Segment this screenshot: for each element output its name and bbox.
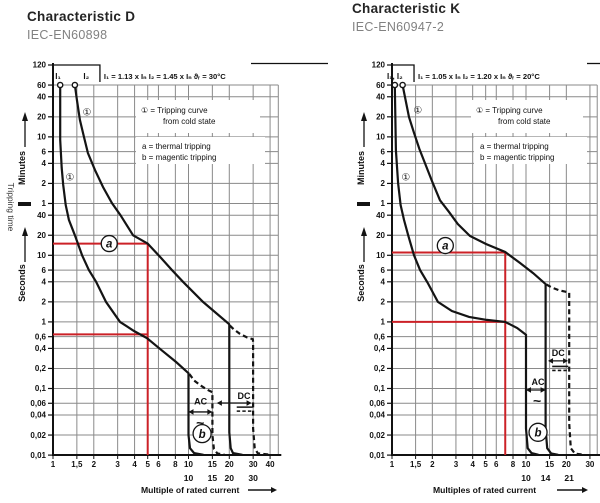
svg-text:20: 20 [37,112,46,122]
svg-text:b = magentic tripping: b = magentic tripping [142,153,217,162]
svg-text:from cold state: from cold state [498,117,551,126]
svg-text:b: b [198,428,206,441]
svg-text:10: 10 [37,251,46,261]
svg-text:Seconds: Seconds [17,264,27,302]
svg-text:DC: DC [551,347,565,358]
chart-k-standard: IEC-EN60947-2 [352,20,445,34]
svg-text:0,04: 0,04 [369,410,385,420]
svg-text:1: 1 [41,317,46,327]
svg-text:20: 20 [561,460,571,469]
svg-text:4: 4 [41,159,46,169]
svg-text:2: 2 [41,297,46,307]
svg-text:8: 8 [510,460,516,469]
svg-text:① = Tripping curve: ① = Tripping curve [476,106,543,115]
svg-text:20: 20 [376,112,385,122]
svg-text:10: 10 [521,460,531,469]
svg-text:①: ① [82,107,92,119]
svg-text:4: 4 [380,159,385,169]
svg-text:0,2: 0,2 [373,364,385,374]
svg-text:b = magentic tripping: b = magentic tripping [480,153,555,162]
svg-text:0,01: 0,01 [30,450,46,460]
svg-text:10: 10 [376,132,385,142]
svg-text:a: a [106,238,113,251]
svg-text:0,1: 0,1 [373,384,385,394]
svg-text:I₂: I₂ [83,72,90,81]
svg-text:0,2: 0,2 [34,364,46,374]
svg-text:~: ~ [532,392,542,409]
chart-k-title: Characteristic K [352,1,461,16]
chart-d-standard: IEC-EN60898 [27,28,108,42]
svg-text:2: 2 [380,179,385,189]
svg-text:a = thermal tripping: a = thermal tripping [142,142,211,151]
svg-text:6: 6 [156,460,161,469]
svg-text:120: 120 [371,60,385,70]
svg-text:15: 15 [207,473,218,483]
svg-text:Minutes: Minutes [17,150,27,186]
svg-text:0,06: 0,06 [369,398,385,408]
chart-d-title: Characteristic D [27,9,136,24]
svg-text:2: 2 [41,179,46,189]
svg-text:6: 6 [494,460,499,469]
svg-text:1: 1 [41,199,46,209]
svg-text:I₁, I₂: I₁, I₂ [386,72,403,81]
svg-text:0,02: 0,02 [369,430,385,440]
svg-text:2: 2 [91,460,97,469]
svg-text:40: 40 [37,92,46,102]
conditions-note: I₁ = 1.13 x Iₙ I₂ = 1.45 x Iₙ ϑᵣ = 30°C [103,72,226,81]
svg-text:1: 1 [389,460,395,469]
chart-d [6,61,328,495]
svg-text:6: 6 [380,147,385,157]
svg-text:①: ① [401,172,411,184]
svg-text:Minutes: Minutes [356,150,366,186]
curve1-magnetic-dc-dashed [189,374,224,455]
svg-text:2: 2 [430,460,435,469]
svg-text:14: 14 [540,473,551,483]
svg-text:1: 1 [50,460,56,469]
svg-text:40: 40 [37,210,46,220]
svg-text:40: 40 [376,210,385,220]
y-axis-units [356,112,370,302]
svg-text:10: 10 [521,473,531,483]
svg-text:1: 1 [380,199,385,209]
svg-text:40: 40 [265,460,275,469]
red-reading-guides [392,253,505,455]
svg-text:40: 40 [376,92,385,102]
svg-text:20: 20 [224,473,235,483]
svg-text:①: ① [65,172,75,184]
svg-text:30: 30 [585,460,595,469]
svg-text:21: 21 [564,473,574,483]
svg-text:a: a [442,240,449,253]
svg-text:AC: AC [194,396,208,407]
x-axis-labels [390,455,595,483]
x-axis-labels [51,455,275,483]
svg-text:30: 30 [248,460,258,469]
svg-text:b: b [534,427,542,440]
svg-text:5: 5 [483,460,488,469]
tripping-time-side-label: Tripping time [6,182,16,232]
svg-text:~: ~ [196,414,205,431]
chart-k [356,61,600,495]
svg-text:4: 4 [41,277,46,287]
svg-text:0,02: 0,02 [30,430,46,440]
svg-text:DC: DC [237,390,251,401]
svg-text:0,4: 0,4 [373,344,385,354]
svg-text:30: 30 [248,473,258,483]
svg-text:0,6: 0,6 [373,332,385,342]
svg-text:1,5: 1,5 [71,460,83,469]
x-axis-caption [141,485,277,495]
svg-text:10: 10 [184,460,193,469]
svg-text:3: 3 [453,460,459,469]
svg-text:0,06: 0,06 [30,398,46,408]
svg-text:120: 120 [32,60,46,70]
svg-text:4: 4 [132,460,137,469]
svg-text:0,1: 0,1 [34,384,46,394]
y-axis-labels [30,61,53,460]
svg-text:0,04: 0,04 [30,410,46,420]
svg-text:10: 10 [376,251,385,261]
svg-text:60: 60 [37,80,46,90]
svg-text:15: 15 [545,460,555,469]
svg-text:6: 6 [41,147,46,157]
svg-text:2: 2 [380,297,385,307]
svg-text:20: 20 [224,460,234,469]
curve2-magnetic-dc-dashed [546,285,585,455]
svg-text:10: 10 [183,473,194,483]
svg-text:Multiples of rated current: Multiples of rated current [433,485,537,495]
svg-text:a = thermal tripping: a = thermal tripping [480,142,549,151]
legend [136,100,265,164]
svg-text:10: 10 [37,132,46,142]
svg-text:from cold state: from cold state [163,117,216,126]
svg-text:Seconds: Seconds [356,264,366,302]
y-axis-units [17,112,31,302]
svg-text:5: 5 [145,460,150,469]
svg-text:4: 4 [470,460,475,469]
svg-text:AC: AC [531,377,545,388]
svg-text:1: 1 [380,317,385,327]
svg-text:15: 15 [207,460,217,469]
svg-text:①: ① [413,105,423,117]
svg-text:0,6: 0,6 [34,332,46,342]
svg-text:① = Tripping curve: ① = Tripping curve [141,106,208,115]
svg-text:6: 6 [41,265,46,275]
y-axis-labels [369,61,392,460]
svg-text:4: 4 [380,277,385,287]
svg-text:0,01: 0,01 [369,450,385,460]
svg-text:20: 20 [376,230,385,240]
svg-text:I₁: I₁ [55,72,61,81]
conditions-note: I₁ = 1.05 x Iₙ I₂ = 1.20 x Iₙ ϑᵣ = 20°C [418,72,540,81]
red-reading-guides [53,244,148,455]
legend [471,100,587,164]
x-axis-caption [433,485,588,495]
svg-text:3: 3 [115,460,120,469]
svg-text:1,5: 1,5 [410,460,422,469]
svg-text:8: 8 [173,460,178,469]
svg-text:20: 20 [37,230,46,240]
svg-text:6: 6 [380,265,385,275]
svg-text:0,4: 0,4 [34,344,46,354]
svg-text:Multiple of rated current: Multiple of rated current [141,485,240,495]
svg-text:60: 60 [376,80,385,90]
